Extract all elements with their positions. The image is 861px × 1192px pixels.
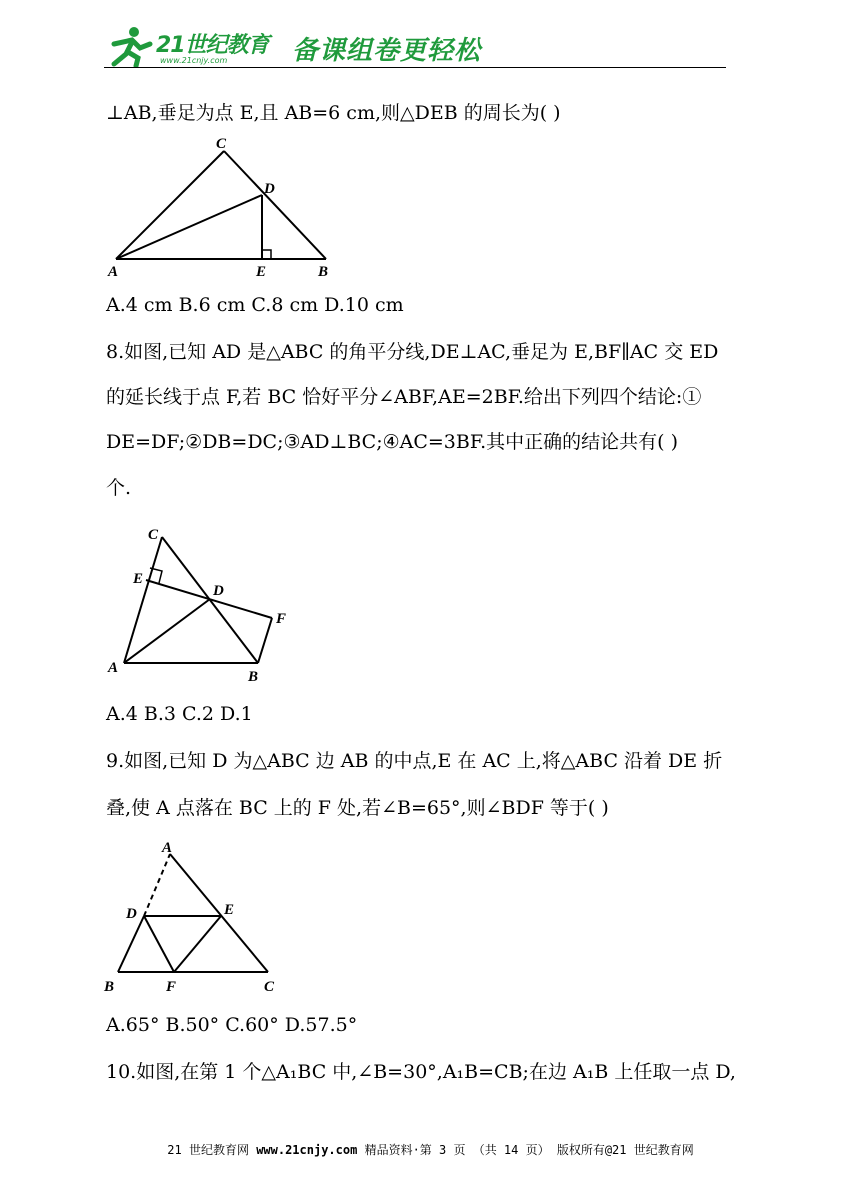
fig3-label-a: A: [162, 840, 173, 856]
runner-logo-icon: [104, 24, 154, 68]
q7-options: A.4 cm B.6 cm C.8 cm D.10 cm: [106, 294, 404, 316]
header-divider: [104, 67, 726, 68]
figure-q8: [100, 520, 310, 694]
fig1-label-e: E: [256, 264, 267, 280]
fig2-label-b: B: [248, 669, 259, 685]
q7-text: ⊥AB,垂足为点 E,且 AB=6 cm,则△DEB 的周长为( ): [106, 102, 561, 124]
fig3-label-b: B: [104, 979, 115, 995]
brand-name: 21世纪教育: [156, 33, 269, 58]
footer-info: 精品资料·第 3 页 （共 14 页） 版权所有@21 世纪教育网: [364, 1143, 694, 1157]
q8-line-2: 的延长线于点 F,若 BC 恰好平分∠ABF,AE=2BF.给出下列四个结论:①: [106, 386, 702, 408]
page-header: [104, 22, 726, 70]
figure-q9: [100, 834, 300, 1008]
fig2-label-e: E: [133, 571, 144, 587]
footer-site: 21 世纪教育网: [167, 1143, 249, 1157]
figure-q7: [100, 130, 340, 284]
fig2-label-f: F: [276, 611, 287, 627]
fig3-label-e: E: [224, 902, 235, 918]
q8-line-4: 个.: [106, 477, 132, 499]
brand-url: www.21cnjy.com: [160, 56, 228, 65]
q10-line-1: 10.如图,在第 1 个△A₁BC 中,∠B=30°,A₁B=CB;在边 A₁B 上任取一点 D,: [106, 1061, 736, 1083]
fig2-label-c: C: [148, 527, 159, 543]
q8-line-1: 8.如图,已知 AD 是△ABC 的角平分线,DE⊥AC,垂足为 E,BF∥AC 交 ED: [106, 341, 719, 363]
brand-slogan: 备课组卷更轻松: [292, 36, 482, 66]
fig1-label-a: A: [108, 264, 119, 280]
fig2-label-a: A: [108, 660, 119, 676]
fig1-label-c: C: [216, 136, 227, 152]
q9-options: A.65° B.50° C.60° D.57.5°: [106, 1014, 358, 1036]
q8-options: A.4 B.3 C.2 D.1: [106, 703, 253, 725]
fig1-label-d: D: [264, 181, 275, 197]
fig3-label-f: F: [166, 979, 177, 995]
fig1-label-b: B: [318, 264, 329, 280]
footer-url[interactable]: www.21cnjy.com: [256, 1143, 358, 1157]
fig2-label-d: D: [213, 583, 224, 599]
fig3-label-d: D: [126, 906, 137, 922]
q9-line-1: 9.如图,已知 D 为△ABC 边 AB 的中点,E 在 AC 上,将△ABC 沿着 DE 折: [106, 750, 723, 772]
q9-line-2: 叠,使 A 点落在 BC 上的 F 处,若∠B=65°,则∠BDF 等于( ): [106, 797, 609, 819]
fig3-label-c: C: [264, 979, 275, 995]
q8-line-3: DE=DF;②DB=DC;③AD⊥BC;④AC=3BF.其中正确的结论共有( ): [106, 431, 678, 453]
page-footer: [0, 1141, 861, 1158]
